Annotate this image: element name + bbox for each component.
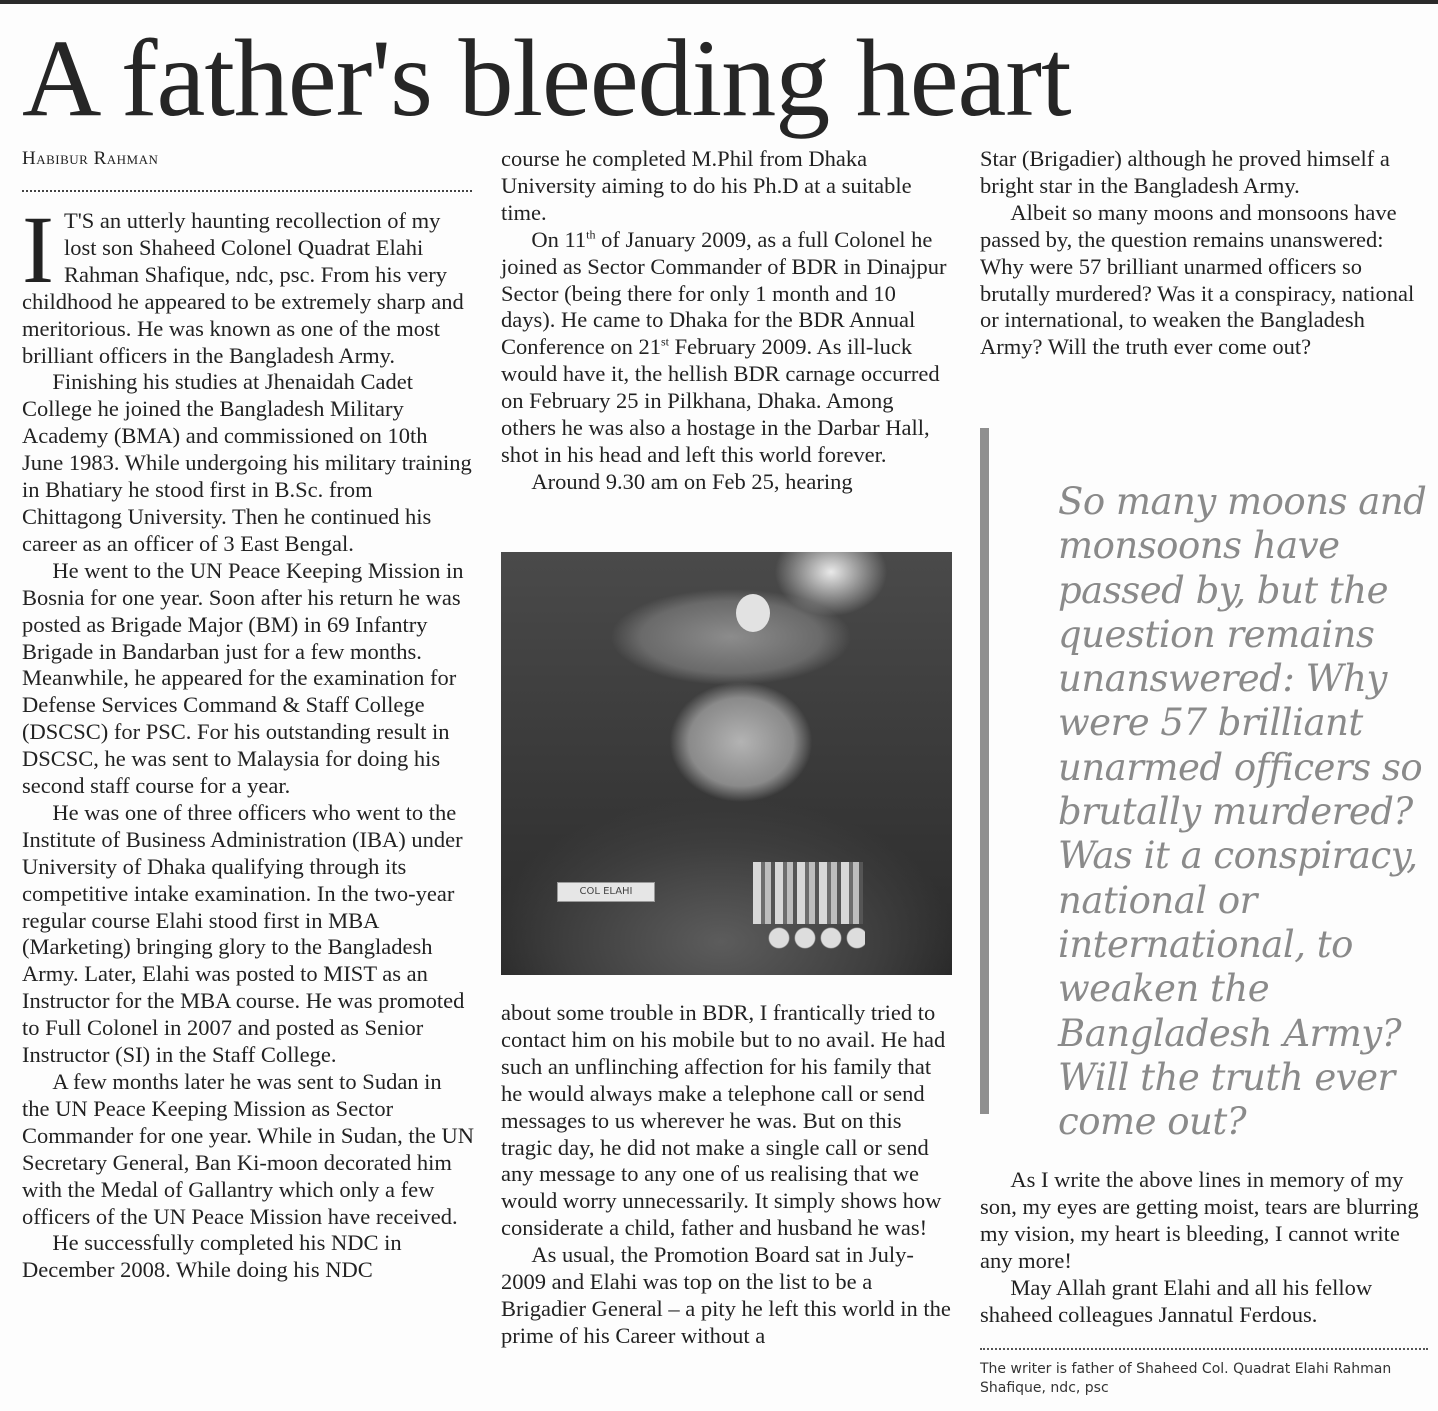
medal-ribbons	[753, 862, 863, 924]
column-1	[22, 196, 474, 1284]
paragraph: He was one of three officers who went to the Institute of Business Administration (IBA) under University of Dhaka qualifying through its competitive intake examination. In the two-year regular course Elahi stood first in MBA (Marketing) bringing glory to the Bangladesh Army. Later, Elahi was posted to MIST as an Instructor for the MBA course. He was promoted to Full Colonel in 2007 and posted as Senior Instructor (SI) in the Staff College.	[22, 799, 465, 1068]
column-3-top	[980, 146, 1428, 361]
pullquote: So many moons and monsoons have passed by, but the question remains unanswered: Why were 57 brilliant unarmed officers so brutally murdered? Was it a conspiracy, national or international, to weaken the Bangladesh Army? Will the truth ever come out?	[1058, 480, 1427, 1144]
text-run: February 2009. As ill-luck would have it, the hellish BDR carnage occurred on February 25 in Pilkhana, Dhaka. Among others he was also a hostage in the Darbar Hall, shot in his head and left this world forever.	[501, 334, 940, 467]
paragraph: As usual, the Promotion Board sat in July- 2009 and Elahi was top on the list to be a Brigadier General – a pity he left this world in the prime of his Career without a	[501, 1242, 951, 1348]
column-3-bottom	[980, 1167, 1428, 1328]
name-tag-text: COL ELAHI	[579, 886, 633, 897]
paragraph	[22, 196, 474, 369]
text-run: On 11	[531, 226, 587, 252]
byline: Habibur Rahman	[22, 148, 159, 169]
paragraph: about some trouble in BDR, I frantically tried to contact him on his mobile but to no avail. He had such an unflinching affection for his family that he would always make a telephone call or send messages to us wherever he was. But on this tragic day, he did not make a single call or send any message to any one of us realising that we would worry unnecessarily. It simply shows how considerate a child, father and husband he was!	[501, 1000, 946, 1241]
paragraph: Around 9.30 am on Feb 25, hearing	[531, 468, 853, 494]
paragraph: Albeit so many moons and monsoons have passed by, the question remains unanswered: Why were 57 brilliant unarmed officers so brutally murdered? Was it a conspiracy, national or international, to weaken the Bangladesh Army? Will the truth ever come out?	[980, 199, 1415, 360]
footer-divider	[980, 1348, 1428, 1350]
paragraph: He went to the UN Peace Keeping Mission in Bosnia for one year. Soon after his return he was posted as Brigade Major (BM) in 69 Infantry Brigade in Bandarban just for a few months. Meanwhile, he appeared for the examination for Defense Services Command & Staff College (DSCSC) for PSC. For his outstanding result in DSCSC, he was sent to Malaysia for doing his second staff course for a year.	[22, 557, 464, 799]
paragraph: Finishing his studies at Jhenaidah Cadet College he joined the Bangladesh Military Academy (BMA) and commissioned on 10th June 1983. While undergoing his military training in Bhatiary he stood first in B.Sc. from Chittagong University. Then he continued his career as an officer of 3 East Bengal.	[22, 369, 472, 556]
paragraph: He successfully completed his NDC in December 2008. While doing his NDC	[22, 1230, 402, 1283]
superscript: th	[586, 227, 596, 242]
paragraph: As I write the above lines in memory of my son, my eyes are getting moist, tears are blurring my vision, my heart is bleeding, I cannot write any more!	[980, 1167, 1419, 1273]
drop-cap: I	[22, 196, 54, 303]
superscript: st	[660, 334, 669, 349]
paragraph	[501, 227, 953, 469]
paragraph: May Allah grant Elahi and all his fellow shaheed colleagues Jannatul Ferdous.	[980, 1274, 1373, 1327]
writer-note: The writer is father of Shaheed Col. Quadrat Elahi Rahman Shafique, ndc, psc	[980, 1361, 1392, 1396]
text-run: of January 2009, as a full Colonel he joined as Sector Commander of BDR in Dinajpur Sector (being there for only 1 month and 10 days). He came to Dhaka for the BDR Annual Conference on 21	[501, 226, 947, 360]
headline: A father's bleeding heart	[22, 17, 1071, 139]
column-2-bottom	[501, 1000, 953, 1350]
paragraph: course he completed M.Phil from Dhaka University aiming to do his Ph.D at a suitable time.	[501, 146, 912, 225]
colonel-photo	[501, 552, 952, 975]
paragraph-text: T'S an utterly haunting recollection of my lost son Shaheed Colonel Quadrat Elahi Rahman Shafique, ndc, psc. From his very childhood he appeared to be extremely sharp and meritorious. He was known as one of the most brilliant officers in the Bangladesh Army.	[22, 208, 464, 368]
beret-badge	[736, 594, 770, 632]
column-2-top	[501, 146, 953, 496]
top-rule	[0, 0, 1438, 4]
byline-block	[22, 148, 472, 192]
paragraph: A few months later he was sent to Sudan in the UN Peace Keeping Mission as Sector Commander for one year. While in Sudan, the UN Secretary General, Ban Ki-moon decorated him with the Medal of Gallantry which only a few officers of the UN Peace Mission have received.	[22, 1069, 474, 1229]
medals	[765, 924, 865, 952]
pullquote-bar	[980, 428, 989, 1114]
paragraph: Star (Brigadier) although he proved himself a bright star in the Bangladesh Army.	[980, 146, 1390, 198]
byline-divider	[22, 190, 472, 192]
name-tag	[557, 882, 655, 902]
